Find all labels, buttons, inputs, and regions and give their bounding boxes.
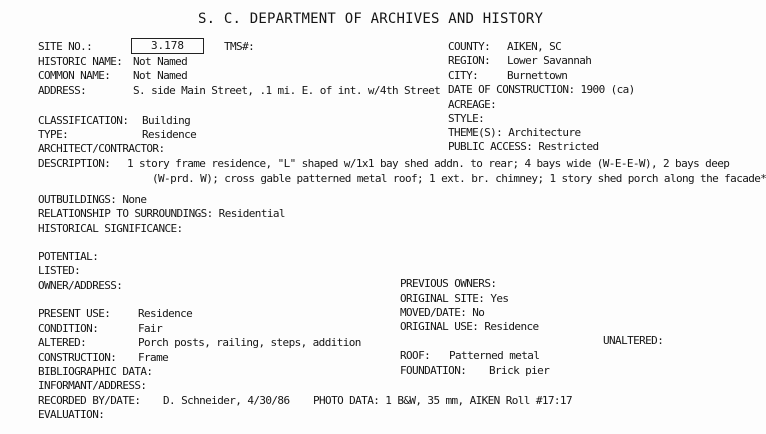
common-name-label: COMMON NAME: (38, 69, 111, 82)
address-value: S. side Main Street, .1 mi. E. of int. w/4th Street (133, 84, 441, 97)
description-line-2: (W-prd. W); cross gable patterned metal roof; 1 ext. br. chimney; 1 story shed porch along the facade* (152, 172, 766, 185)
photo-data: PHOTO DATA: 1 B&W, 35 mm, AIKEN Roll #17:17 (313, 394, 572, 407)
owner-address: OWNER/ADDRESS: (38, 279, 123, 292)
altered-label: ALTERED: (38, 336, 87, 349)
public-access: PUBLIC ACCESS: Restricted (448, 140, 599, 153)
condition-value: Fair (138, 322, 163, 335)
type-value: Residence (142, 128, 197, 141)
condition-label: CONDITION: (38, 322, 99, 335)
description-line-1: 1 story frame residence, "L" shaped w/1x1 bay shed addn. to rear; 4 bays wide (W-E-E-W), 2 bays deep (127, 157, 730, 170)
common-name-value: Not Named (133, 69, 188, 82)
historical-significance: HISTORICAL SIGNIFICANCE: (38, 222, 183, 235)
roof-label: ROOF: (400, 349, 431, 362)
region-label: REGION: (448, 54, 491, 67)
foundation-label: FOUNDATION: (400, 364, 467, 377)
bibliographic-data: BIBLIOGRAPHIC DATA: (38, 365, 153, 378)
historic-name-label: HISTORIC NAME: (38, 55, 123, 68)
original-use: ORIGINAL USE: Residence (400, 320, 539, 333)
type-label: TYPE: (38, 128, 69, 141)
roof-value: Patterned metal (449, 349, 540, 362)
card-title: S. C. DEPARTMENT OF ARCHIVES AND HISTORY (198, 11, 544, 27)
description-label: DESCRIPTION: (38, 157, 111, 170)
style: STYLE: (448, 112, 485, 125)
acreage: ACREAGE: (448, 98, 497, 111)
listed: LISTED: (38, 264, 81, 277)
themes: THEME(S): Architecture (448, 126, 581, 139)
historic-name-value: Not Named (133, 55, 188, 68)
original-site: ORIGINAL SITE: Yes (400, 292, 509, 305)
foundation-value: Brick pier (489, 364, 550, 377)
informant-address: INFORMANT/ADDRESS: (38, 379, 147, 392)
potential: POTENTIAL: (38, 250, 99, 263)
construction-value: Frame (138, 351, 169, 364)
site-no-value: 3.178 (150, 39, 185, 52)
relationship: RELATIONSHIP TO SURROUNDINGS: Residential (38, 207, 285, 220)
classification-value: Building (142, 114, 191, 127)
construction-label: CONSTRUCTION: (38, 351, 117, 364)
recorded-by-value: D. Schneider, 4/30/86 (163, 394, 290, 407)
recorded-by-label: RECORDED BY/DATE: (38, 394, 141, 407)
site-no-box (131, 38, 204, 54)
previous-owners: PREVIOUS OWNERS: (400, 277, 497, 290)
evaluation: EVALUATION: (38, 408, 105, 421)
unaltered: UNALTERED: (603, 334, 664, 347)
moved-date: MOVED/DATE: No (400, 306, 485, 319)
present-use-label: PRESENT USE: (38, 307, 111, 320)
city-value: Burnettown (507, 69, 568, 82)
city-label: CITY: (448, 69, 479, 82)
present-use-value: Residence (138, 307, 193, 320)
date-of-construction: DATE OF CONSTRUCTION: 1900 (ca) (448, 83, 635, 96)
region-value: Lower Savannah (507, 54, 592, 67)
county-value: AIKEN, SC (507, 40, 562, 53)
address-label: ADDRESS: (38, 84, 87, 97)
county-label: COUNTY: (448, 40, 491, 53)
architect: ARCHITECT/CONTRACTOR: (38, 142, 165, 155)
site-no-label: SITE NO.: (38, 40, 93, 53)
altered-value: Porch posts, railing, steps, addition (138, 336, 361, 349)
classification-label: CLASSIFICATION: (38, 114, 129, 127)
tms-label: TMS#: (224, 40, 255, 53)
outbuildings: OUTBUILDINGS: None (38, 193, 147, 206)
